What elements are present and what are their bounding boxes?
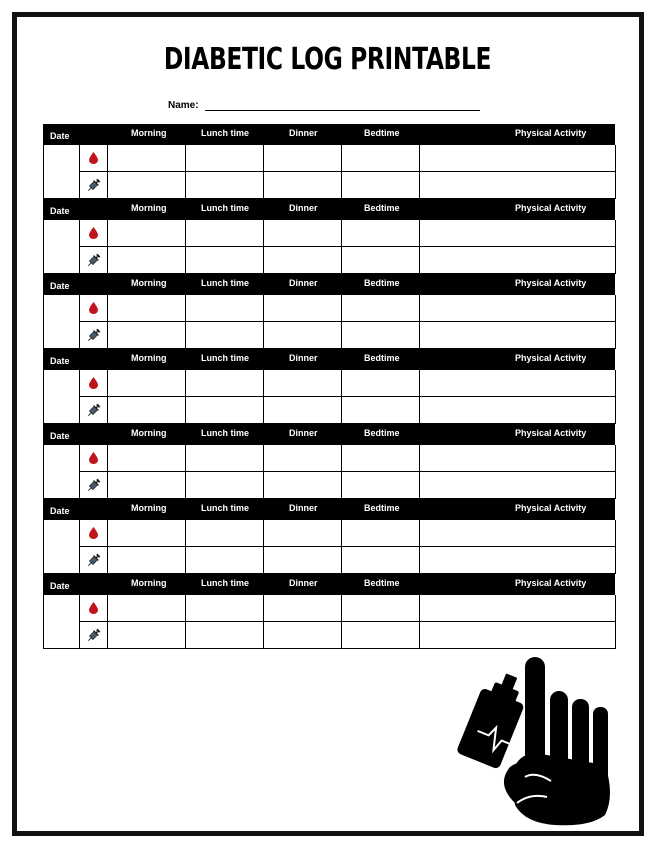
blood-drop-icon [89,302,98,314]
header-row [43,349,615,370]
syringe-icon [86,627,102,643]
header-morning: Morning [131,203,167,213]
syringe-icon [86,327,102,343]
lunch-glucose-cell[interactable] [186,145,264,172]
dinner-glucose-cell[interactable] [264,445,342,472]
morning-glucose-cell[interactable] [108,445,186,472]
log-block [43,574,615,649]
log-block [43,424,615,499]
log-table [43,124,615,649]
insulin-row-icon-cell [80,472,108,499]
header-activity: Physical Activity [515,203,587,213]
activity-glucose-cell[interactable] [420,520,616,547]
activity-glucose-cell[interactable] [420,295,616,322]
header-activity: Physical Activity [515,128,587,138]
morning-glucose-cell[interactable] [108,370,186,397]
log-block [43,499,615,574]
dinner-glucose-cell[interactable] [264,220,342,247]
bedtime-glucose-cell[interactable] [342,145,420,172]
header-bedtime: Bedtime [364,503,400,513]
morning-glucose-cell[interactable] [108,595,186,622]
log-grid [43,370,615,424]
header-bedtime: Bedtime [364,578,400,588]
header-morning: Morning [131,503,167,513]
lunch-insulin-cell[interactable] [186,622,264,649]
bedtime-glucose-cell[interactable] [342,220,420,247]
header-activity: Physical Activity [515,428,587,438]
insulin-row-icon-cell [80,172,108,199]
lunch-insulin-cell[interactable] [186,172,264,199]
blood-drop-icon [89,452,98,464]
activity-glucose-cell[interactable] [420,370,616,397]
morning-glucose-cell[interactable] [108,220,186,247]
activity-insulin-cell[interactable] [420,472,616,499]
header-row [43,274,615,295]
morning-glucose-cell[interactable] [108,520,186,547]
date-cell[interactable] [44,220,80,274]
header-date: Date [50,131,70,141]
log-grid [43,520,615,574]
header-date: Date [50,281,70,291]
glucose-row-icon-cell [80,220,108,247]
header-row [43,199,615,220]
morning-insulin-cell[interactable] [108,472,186,499]
bedtime-glucose-cell[interactable] [342,595,420,622]
blood-drop-icon [89,152,98,164]
log-block [43,349,615,424]
bedtime-glucose-cell[interactable] [342,295,420,322]
header-activity: Physical Activity [515,278,587,288]
dinner-glucose-cell[interactable] [264,595,342,622]
dinner-insulin-cell[interactable] [264,247,342,274]
morning-insulin-cell[interactable] [108,322,186,349]
bedtime-insulin-cell[interactable] [342,322,420,349]
insulin-row-icon-cell [80,622,108,649]
log-block [43,199,615,274]
bedtime-insulin-cell[interactable] [342,397,420,424]
morning-insulin-cell[interactable] [108,547,186,574]
header-date: Date [50,356,70,366]
bedtime-insulin-cell[interactable] [342,547,420,574]
header-lunch: Lunch time [201,353,250,363]
activity-glucose-cell[interactable] [420,220,616,247]
dinner-glucose-cell[interactable] [264,295,342,322]
page-title: DIABETIC LOG PRINTABLE [163,42,492,77]
header-lunch: Lunch time [201,203,250,213]
header-morning: Morning [131,428,167,438]
dinner-insulin-cell[interactable] [264,547,342,574]
activity-insulin-cell[interactable] [420,547,616,574]
log-block [43,274,615,349]
header-lunch: Lunch time [201,278,250,288]
dinner-glucose-cell[interactable] [264,520,342,547]
header-date: Date [50,206,70,216]
header-row [43,574,615,595]
header-dinner: Dinner [289,203,318,213]
bedtime-insulin-cell[interactable] [342,247,420,274]
log-grid [43,220,615,274]
glucose-row-icon-cell [80,295,108,322]
header-bedtime: Bedtime [364,128,400,138]
header-dinner: Dinner [289,353,318,363]
name-field[interactable] [205,110,480,111]
header-bedtime: Bedtime [364,278,400,288]
lunch-glucose-cell[interactable] [186,595,264,622]
morning-insulin-cell[interactable] [108,247,186,274]
hand-glucose-meter-icon [455,655,615,827]
dinner-insulin-cell[interactable] [264,322,342,349]
name-label: Name: [168,100,199,111]
syringe-icon [86,252,102,268]
dinner-glucose-cell[interactable] [264,145,342,172]
header-bedtime: Bedtime [364,428,400,438]
glucose-row-icon-cell [80,445,108,472]
header-date: Date [50,581,70,591]
glucose-row-icon-cell [80,145,108,172]
header-lunch: Lunch time [201,503,250,513]
lunch-glucose-cell[interactable] [186,370,264,397]
dinner-insulin-cell[interactable] [264,622,342,649]
bedtime-glucose-cell[interactable] [342,370,420,397]
header-activity: Physical Activity [515,578,587,588]
header-date: Date [50,431,70,441]
header-bedtime: Bedtime [364,353,400,363]
syringe-icon [86,402,102,418]
morning-glucose-cell[interactable] [108,145,186,172]
bedtime-glucose-cell[interactable] [342,520,420,547]
activity-glucose-cell[interactable] [420,145,616,172]
header-dinner: Dinner [289,578,318,588]
date-cell[interactable] [44,595,80,649]
date-cell[interactable] [44,370,80,424]
header-lunch: Lunch time [201,578,250,588]
syringe-icon [86,177,102,193]
date-cell[interactable] [44,520,80,574]
activity-insulin-cell[interactable] [420,172,616,199]
morning-insulin-cell[interactable] [108,172,186,199]
dinner-insulin-cell[interactable] [264,397,342,424]
blood-drop-icon [89,227,98,239]
header-activity: Physical Activity [515,353,587,363]
activity-insulin-cell[interactable] [420,322,616,349]
bedtime-insulin-cell[interactable] [342,172,420,199]
date-cell[interactable] [44,445,80,499]
lunch-glucose-cell[interactable] [186,295,264,322]
dinner-glucose-cell[interactable] [264,370,342,397]
header-row [43,499,615,520]
blood-drop-icon [89,377,98,389]
bedtime-glucose-cell[interactable] [342,445,420,472]
header-dinner: Dinner [289,503,318,513]
insulin-row-icon-cell [80,322,108,349]
log-grid [43,595,615,649]
date-cell[interactable] [44,295,80,349]
header-lunch: Lunch time [201,128,250,138]
activity-glucose-cell[interactable] [420,595,616,622]
header-lunch: Lunch time [201,428,250,438]
activity-insulin-cell[interactable] [420,622,616,649]
blood-drop-icon [89,602,98,614]
header-date: Date [50,506,70,516]
log-grid [43,445,615,499]
lunch-insulin-cell[interactable] [186,247,264,274]
lunch-insulin-cell[interactable] [186,322,264,349]
header-dinner: Dinner [289,428,318,438]
dinner-insulin-cell[interactable] [264,472,342,499]
morning-glucose-cell[interactable] [108,295,186,322]
header-dinner: Dinner [289,128,318,138]
header-dinner: Dinner [289,278,318,288]
header-morning: Morning [131,128,167,138]
activity-insulin-cell[interactable] [420,397,616,424]
activity-glucose-cell[interactable] [420,445,616,472]
lunch-insulin-cell[interactable] [186,397,264,424]
glucose-row-icon-cell [80,370,108,397]
glucose-row-icon-cell [80,595,108,622]
syringe-icon [86,552,102,568]
header-row [43,124,615,145]
header-morning: Morning [131,578,167,588]
lunch-insulin-cell[interactable] [186,472,264,499]
insulin-row-icon-cell [80,547,108,574]
log-block [43,124,615,199]
lunch-glucose-cell[interactable] [186,445,264,472]
header-activity: Physical Activity [515,503,587,513]
blood-drop-icon [89,527,98,539]
syringe-icon [86,477,102,493]
log-grid [43,295,615,349]
bedtime-insulin-cell[interactable] [342,622,420,649]
header-morning: Morning [131,353,167,363]
lunch-insulin-cell[interactable] [186,547,264,574]
header-row [43,424,615,445]
insulin-row-icon-cell [80,247,108,274]
header-bedtime: Bedtime [364,203,400,213]
activity-insulin-cell[interactable] [420,247,616,274]
insulin-row-icon-cell [80,397,108,424]
lunch-glucose-cell[interactable] [186,520,264,547]
header-morning: Morning [131,278,167,288]
morning-insulin-cell[interactable] [108,397,186,424]
log-grid [43,145,615,199]
dinner-insulin-cell[interactable] [264,172,342,199]
glucose-row-icon-cell [80,520,108,547]
lunch-glucose-cell[interactable] [186,220,264,247]
morning-insulin-cell[interactable] [108,622,186,649]
date-cell[interactable] [44,145,80,199]
bedtime-insulin-cell[interactable] [342,472,420,499]
